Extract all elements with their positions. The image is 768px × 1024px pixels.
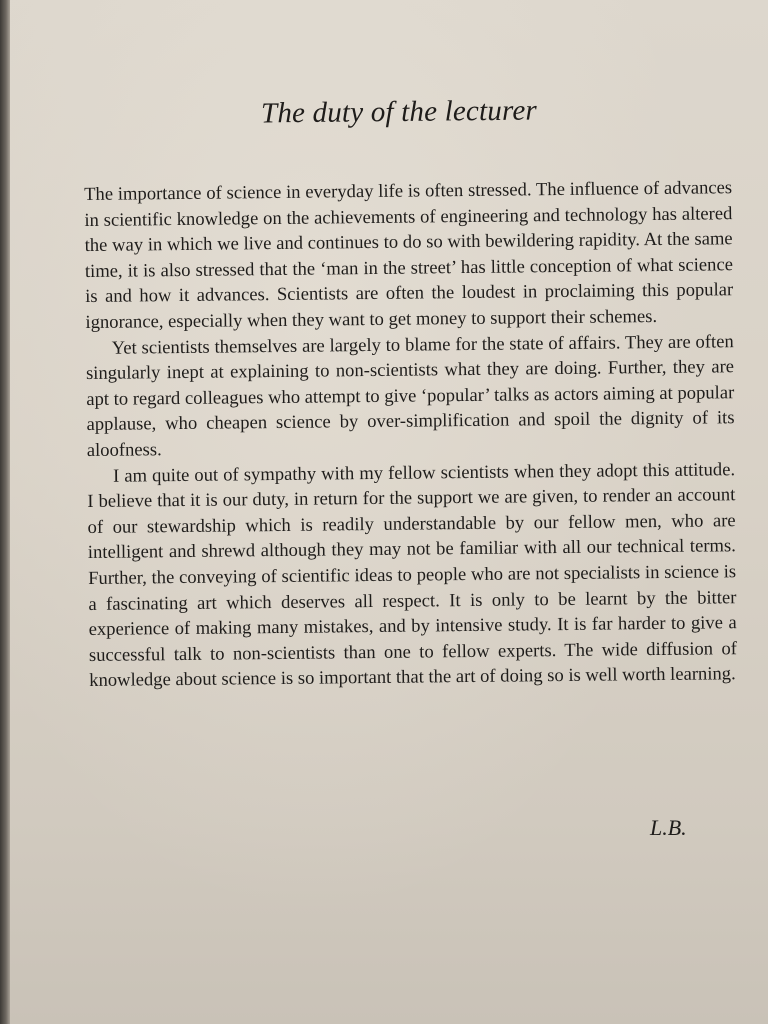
book-page (10, 0, 768, 1024)
book-spine-edge (0, 0, 10, 1024)
paragraph-2: Yet scientists themselves are largely to blame for the state of affairs. They are often singularly inept at explaining to non-scientists what they are doing. Further, they are apt to regard colleagues who attempt to give ‘popular’ talks as actors aiming at popular applause, who cheapen science by over-simplification and spoil the dignity of its aloofness. (85, 330, 735, 461)
page-title: The duty of the lecturer (260, 94, 538, 130)
body-text (84, 175, 737, 694)
signature-initials: L.B. (650, 815, 687, 840)
paragraph-3: I am quite out of sympathy with my fellow scientists when they adopt this attitude. I believe that it is our duty, in return for the support we are given, to render an account of our stewardship which is readily understandable by our fellow men, who are intelligent and shrewd although they may not be familiar with all our technical terms. Further, the conveying of scientific ideas to people who are not specialists in science is a fascinating art which deserves all respect. It is only to be learnt by the bitter experience of making many mistakes, and by intensive study. It is far harder to give a successful talk to non-scientists than one to fellow experts. The wide diffusion of knowledge about science is so important that the art of doing so is well worth learning. (87, 458, 738, 692)
paragraph-1: The importance of science in everyday life is often stressed. The influence of advances in scientific knowledge on the achievements of engineering and technology has altered the way in which we live and continues to do so with bewildering rapidity. At the same time, it is also stressed that the ‘man in the street’ has little conception of what science is and how it advances. Scientists are often the loudest in proclaiming this popular ignorance, especially when they want to get money to support their schemes. (84, 177, 734, 333)
